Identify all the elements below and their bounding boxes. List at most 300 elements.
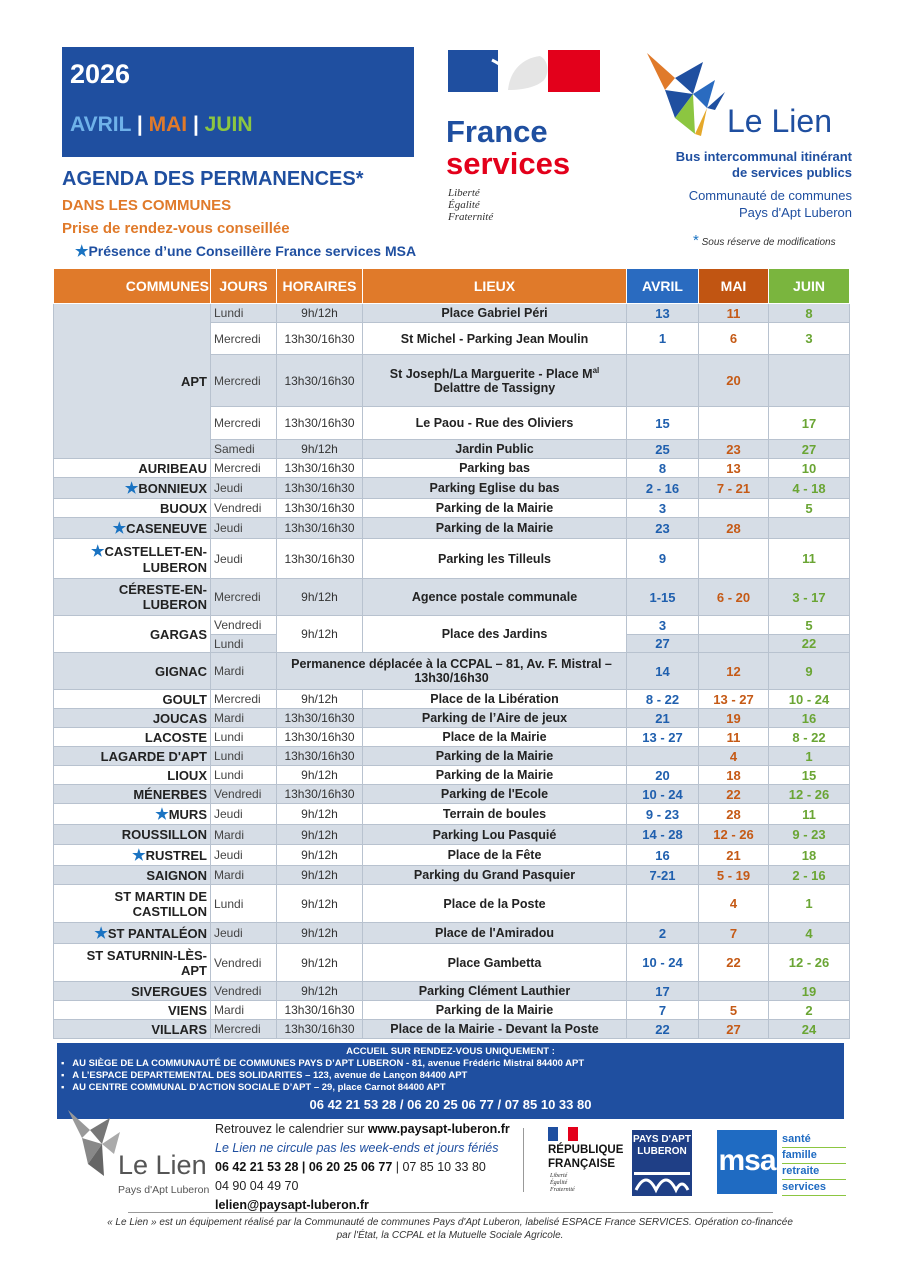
lieu: Place Gambetta: [363, 944, 627, 982]
info-item-text: A L’ESPACE DEPARTEMENTAL DES SOLIDARITES – 123, avenue de Lançon 84400 APT: [72, 1070, 468, 1081]
mai-date: 6: [699, 323, 769, 355]
le-lien-name: Le Lien: [727, 103, 832, 139]
avril-date: [627, 885, 699, 923]
lieu-line1: Permanence déplacée à la CCPAL – 81, Av. F. Mistral –: [291, 657, 612, 671]
commune-name: BONNIEUX: [138, 481, 207, 496]
rf-motto: [550, 1173, 575, 1194]
info-phones: 06 42 21 53 28 / 06 20 25 06 77 / 07 85 10 33 80: [309, 1097, 592, 1112]
mai-date: 12: [699, 653, 769, 690]
lieu: Parking de la Mairie: [363, 766, 627, 785]
mai-date: 7: [699, 923, 769, 944]
msa-item: santé: [782, 1132, 846, 1148]
msa-item: services: [782, 1180, 846, 1196]
le-lien-pays: Pays d'Apt Luberon: [738, 205, 852, 220]
lieu-line1: St Joseph/La Marguerite - Place M: [389, 367, 593, 382]
table-row: [54, 804, 850, 825]
pal-line2: LUBERON: [637, 1146, 687, 1157]
table-row: [54, 579, 850, 616]
reserve-note: [693, 232, 836, 249]
mai-date: 18: [699, 766, 769, 785]
pal-title: [632, 1134, 692, 1158]
jour: Jeudi: [211, 478, 277, 499]
jour: Mercredi: [211, 407, 277, 440]
table-row: [54, 982, 850, 1001]
le-lien-logo: [645, 48, 855, 248]
header-box: [62, 47, 414, 157]
lieu: Place de la Fête: [363, 845, 627, 866]
jour: Lundi: [211, 885, 277, 923]
commune-name: ST SATURNIN-LÈS-: [86, 947, 207, 963]
avril-date: 23: [627, 518, 699, 539]
marianne-flag-icon: [448, 50, 600, 92]
table-row: [54, 866, 850, 885]
table-body: [54, 304, 850, 1039]
mai-date: 27: [699, 1020, 769, 1039]
marianne-flag-icon: [548, 1127, 578, 1141]
jour: Lundi: [211, 747, 277, 766]
avril-date: 3: [627, 499, 699, 518]
commune-name: ST MARTIN DE: [114, 888, 207, 904]
horaire: 13h30/16h30: [277, 459, 363, 478]
commune-name-2: LUBERON: [142, 560, 207, 575]
col-juin: JUIN: [769, 269, 850, 304]
avril-date: 8 - 22: [627, 690, 699, 709]
juin-date: 8 - 22: [769, 728, 850, 747]
mai-date: 13: [699, 459, 769, 478]
msa-text: msa: [718, 1144, 776, 1177]
month-juin: JUIN: [204, 113, 253, 136]
jour: Jeudi: [211, 804, 277, 825]
juin-date: 12 - 26: [769, 785, 850, 804]
footer-le-lien-logo: [66, 1108, 216, 1198]
horaire: 9h/12h: [277, 616, 363, 653]
months: [70, 113, 253, 137]
juin-date: 2: [769, 1001, 850, 1020]
avril-date: 13: [627, 304, 699, 323]
avril-date: 10 - 24: [627, 944, 699, 982]
footer-phone2: 04 90 04 49 70: [215, 1179, 299, 1193]
juin-date: 3 - 17: [769, 579, 850, 616]
commune: [54, 518, 211, 539]
avril-date: 21: [627, 709, 699, 728]
commune: [54, 944, 211, 982]
lieu: St Michel - Parking Jean Moulin: [363, 323, 627, 355]
commune: BUOUX: [54, 499, 211, 518]
commune: [54, 539, 211, 579]
lieu: Parking de l’Aire de jeux: [363, 709, 627, 728]
rf-motto-3: Fraternité: [550, 1187, 575, 1193]
jour: Vendredi: [211, 944, 277, 982]
juin-date: 5: [769, 499, 850, 518]
subtitle-rdv: Prise de rendez-vous conseillée: [62, 220, 290, 237]
table-row: [54, 653, 850, 690]
commune: LAGARDE D'APT: [54, 747, 211, 766]
juin-date: 1: [769, 747, 850, 766]
table-row: [54, 885, 850, 923]
france-services-logo: [446, 50, 606, 235]
lieu: [277, 653, 627, 690]
commune-name: MURS: [168, 807, 207, 822]
commune: MÉNERBES: [54, 785, 211, 804]
commune: JOUCAS: [54, 709, 211, 728]
commune: SAIGNON: [54, 866, 211, 885]
lieu: Parking de la Mairie: [363, 499, 627, 518]
commune: AURIBEAU: [54, 459, 211, 478]
lieu: Parking les Tilleuls: [363, 539, 627, 579]
jour: Mardi: [211, 653, 277, 690]
commune: [54, 579, 211, 616]
info-item-text: AU SIÈGE DE LA COMMUNAUTÉ DE COMMUNES PAYS D’APT LUBERON - 81, avenue Frédéric Mistral 84400 APT: [72, 1058, 585, 1069]
jour: Mercredi: [211, 1020, 277, 1039]
table-row: [54, 728, 850, 747]
avril-date: 15: [627, 407, 699, 440]
msa-list: [782, 1132, 846, 1196]
mai-date: 4: [699, 885, 769, 923]
table-row: [54, 845, 850, 866]
table-row: [54, 766, 850, 785]
juin-date: 11: [769, 804, 850, 825]
republique-francaise-logo: [548, 1127, 628, 1197]
mai-date: 21: [699, 845, 769, 866]
rf-motto-2: Égalité: [550, 1180, 568, 1186]
divider: [128, 1212, 773, 1213]
horaire: 9h/12h: [277, 885, 363, 923]
avril-date: 13 - 27: [627, 728, 699, 747]
mai-date: [699, 407, 769, 440]
email-link[interactable]: lelien@paysapt-luberon.fr: [215, 1198, 369, 1212]
star-icon: ★: [75, 243, 89, 260]
lieu: Agence postale communale: [363, 579, 627, 616]
subtitle-communes: DANS LES COMMUNES: [62, 197, 232, 214]
juin-date: 9: [769, 653, 850, 690]
rf-line1: RÉPUBLIQUE: [548, 1144, 624, 1156]
msa-item: retraite: [782, 1164, 846, 1180]
juin-date: 17: [769, 407, 850, 440]
col-lieux: LIEUX: [363, 269, 627, 304]
info-item: ▪ AU CENTRE COMMUNAL D’ACTION SOCIALE D’APT – 29, place Carnot 84400 APT: [61, 1082, 446, 1093]
commune: VILLARS: [54, 1020, 211, 1039]
mai-date: [699, 635, 769, 653]
star-icon: ★: [90, 543, 105, 560]
jour: Jeudi: [211, 845, 277, 866]
avril-date: 1-15: [627, 579, 699, 616]
motto-egalite: Égalité: [448, 199, 480, 211]
commune: LACOSTE: [54, 728, 211, 747]
commune: ROUSSILLON: [54, 825, 211, 845]
table-row: [54, 690, 850, 709]
juin-date: 12 - 26: [769, 944, 850, 982]
horaire: 13h30/16h30: [277, 478, 363, 499]
jour: Lundi: [211, 728, 277, 747]
pal-line1: PAYS D'APT: [633, 1134, 691, 1145]
mai-date: 11: [699, 304, 769, 323]
website-link[interactable]: www.paysapt-luberon.fr: [367, 1122, 510, 1136]
month-avril: AVRIL: [70, 113, 132, 136]
table-row: [54, 616, 850, 635]
juin-date: 2 - 16: [769, 866, 850, 885]
table-row: [54, 825, 850, 845]
star-icon: ★: [155, 806, 169, 823]
lieu: Parking du Grand Pasquier: [363, 866, 627, 885]
msa-logo: [717, 1130, 777, 1194]
jour: Vendredi: [211, 499, 277, 518]
lieu: Parking de la Mairie: [363, 747, 627, 766]
jour: Mercredi: [211, 459, 277, 478]
jour: Lundi: [211, 304, 277, 323]
commune: GIGNAC: [54, 653, 211, 690]
horaire: 13h30/16h30: [277, 747, 363, 766]
cal-prefix: Retrouvez le calendrier sur: [215, 1122, 368, 1136]
avril-date: 9 - 23: [627, 804, 699, 825]
juin-date: 8: [769, 304, 850, 323]
commune-name: CASENEUVE: [126, 521, 207, 536]
table-row: [54, 1001, 850, 1020]
commune-name: CASTELLET-EN-: [104, 544, 207, 559]
footer-lien-name: Le Lien: [118, 1150, 207, 1180]
rf-motto-1: Liberté: [550, 1173, 568, 1179]
table-header-row: [54, 269, 850, 304]
table-row: [54, 1020, 850, 1039]
commune: [54, 478, 211, 499]
avril-date: 16: [627, 845, 699, 866]
info-head: ACCUEIL SUR RENDEZ-VOUS UNIQUEMENT :: [346, 1046, 555, 1057]
lieu: Parking Eglise du bas: [363, 478, 627, 499]
commune: [54, 885, 211, 923]
footer-lien-sub: Pays d'Apt Luberon: [118, 1184, 210, 1196]
mai-date: 11: [699, 728, 769, 747]
commune: SIVERGUES: [54, 982, 211, 1001]
juin-date: [769, 355, 850, 407]
horaire: 9h/12h: [277, 579, 363, 616]
avril-date: 20: [627, 766, 699, 785]
lieu: Place de la Mairie - Devant la Poste: [363, 1020, 627, 1039]
avril-date: [627, 355, 699, 407]
jour: Vendredi: [211, 616, 277, 635]
juin-date: 10 - 24: [769, 690, 850, 709]
juin-date: 10: [769, 459, 850, 478]
juin-date: 24: [769, 1020, 850, 1039]
horaire: 9h/12h: [277, 825, 363, 845]
rf-line2: FRANÇAISE: [548, 1158, 616, 1170]
lieu: [363, 355, 627, 407]
disclaimer-line2: par l'État, la CCPAL et la Mutuelle Sociale Agricole.: [336, 1230, 564, 1241]
jour: Samedi: [211, 440, 277, 459]
lieu: Jardin Public: [363, 440, 627, 459]
horaire: 13h30/16h30: [277, 518, 363, 539]
horaire: 9h/12h: [277, 866, 363, 885]
avril-date: 17: [627, 982, 699, 1001]
avril-date: 10 - 24: [627, 785, 699, 804]
col-horaires: HORAIRES: [277, 269, 363, 304]
commune-name: RUSTREL: [145, 848, 207, 863]
commune-name: CÉRESTE-EN-: [118, 582, 207, 597]
juin-date: 3: [769, 323, 850, 355]
horaire: 9h/12h: [277, 690, 363, 709]
mai-date: 5 - 19: [699, 866, 769, 885]
mai-date: 13 - 27: [699, 690, 769, 709]
star-icon: ★: [124, 480, 139, 497]
mai-date: 5: [699, 1001, 769, 1020]
lieu: Le Paou - Rue des Oliviers: [363, 407, 627, 440]
divider: [523, 1128, 524, 1192]
jour: Jeudi: [211, 923, 277, 944]
lieu: Place de l'Amiradou: [363, 923, 627, 944]
lieu: Place de la Mairie: [363, 728, 627, 747]
star-icon: ★: [94, 925, 108, 942]
page-title: AGENDA DES PERMANENCES*: [62, 168, 364, 190]
footer-phones: [215, 1158, 510, 1177]
jour: Lundi: [211, 635, 277, 653]
commune: GARGAS: [54, 616, 211, 653]
table-row: [54, 747, 850, 766]
horaire: 13h30/16h30: [277, 407, 363, 440]
jour: Vendredi: [211, 785, 277, 804]
horaire: 9h/12h: [277, 845, 363, 866]
lieu: Place des Jardins: [363, 616, 627, 653]
info-item: ▪ A L’ESPACE DEPARTEMENTAL DES SOLIDARITES – 123, avenue de Lançon 84400 APT: [61, 1070, 468, 1081]
mai-date: 28: [699, 518, 769, 539]
bridge-icon: [632, 1164, 692, 1194]
horaire: 9h/12h: [277, 944, 363, 982]
commune: [54, 845, 211, 866]
juin-date: 18: [769, 845, 850, 866]
juin-date: 11: [769, 539, 850, 579]
table-row: [54, 709, 850, 728]
juin-date: 4 - 18: [769, 478, 850, 499]
jour: Mercredi: [211, 323, 277, 355]
lieu: Parking de l'Ecole: [363, 785, 627, 804]
horaire: 9h/12h: [277, 440, 363, 459]
commune: [54, 804, 211, 825]
avril-date: 8: [627, 459, 699, 478]
avril-date: 22: [627, 1020, 699, 1039]
msa-item: famille: [782, 1148, 846, 1164]
col-mai: MAI: [699, 269, 769, 304]
le-lien-sub2: [645, 187, 852, 221]
lieu: Parking Lou Pasquié: [363, 825, 627, 845]
horaire: 13h30/16h30: [277, 709, 363, 728]
year: 2026: [70, 59, 131, 89]
horaire: 13h30/16h30: [277, 539, 363, 579]
mai-date: [699, 982, 769, 1001]
lieu-line2: Delattre de Tassigny: [433, 381, 556, 396]
avril-date: 7: [627, 1001, 699, 1020]
juin-date: 27: [769, 440, 850, 459]
horaire: 13h30/16h30: [277, 1001, 363, 1020]
jour: Mercredi: [211, 579, 277, 616]
juin-date: 5: [769, 616, 850, 635]
msa-note: [75, 242, 416, 260]
lieu: Parking Clément Lauthier: [363, 982, 627, 1001]
le-lien-bird-icon: [66, 1108, 126, 1178]
avril-date: 2: [627, 923, 699, 944]
juin-date: 16: [769, 709, 850, 728]
mai-date: 20: [699, 355, 769, 407]
jour: Jeudi: [211, 518, 277, 539]
sep: |: [131, 113, 149, 136]
mai-date: 12 - 26: [699, 825, 769, 845]
juin-date: 15: [769, 766, 850, 785]
mai-date: 4: [699, 747, 769, 766]
table-row: [54, 499, 850, 518]
juin-date: 4: [769, 923, 850, 944]
horaire: 9h/12h: [277, 766, 363, 785]
juin-date: [769, 518, 850, 539]
commune: GOULT: [54, 690, 211, 709]
table-row: [54, 539, 850, 579]
mai-date: [699, 616, 769, 635]
lieu: Place de la Libération: [363, 690, 627, 709]
horaire: 9h/12h: [277, 304, 363, 323]
juin-date: 19: [769, 982, 850, 1001]
footer-contact: [215, 1120, 510, 1215]
rf-title: [548, 1143, 623, 1171]
horaire: 9h/12h: [277, 923, 363, 944]
mai-date: 22: [699, 785, 769, 804]
star-icon: *: [693, 232, 699, 249]
avril-date: 9: [627, 539, 699, 579]
col-communes: COMMUNES: [54, 269, 211, 304]
avril-date: 14 - 28: [627, 825, 699, 845]
phones-rest: | 07 85 10 33 80: [392, 1160, 486, 1174]
pays-apt-luberon-logo: [632, 1130, 692, 1196]
lieu-sup: al: [592, 365, 600, 375]
horaire: 13h30/16h30: [277, 1020, 363, 1039]
table-row: [54, 923, 850, 944]
table-row: [54, 459, 850, 478]
msa-note-text: Présence d’une Conseillère France services MSA: [88, 243, 417, 259]
avril-date: 27: [627, 635, 699, 653]
avril-date: 1: [627, 323, 699, 355]
lieu: Parking bas: [363, 459, 627, 478]
le-lien-sub1: [645, 149, 852, 181]
commune: VIENS: [54, 1001, 211, 1020]
jour: Mardi: [211, 825, 277, 845]
commune: [54, 923, 211, 944]
col-avril: AVRIL: [627, 269, 699, 304]
star-icon: ★: [112, 520, 127, 537]
table-row: [54, 518, 850, 539]
table-row: [54, 785, 850, 804]
lieu: Terrain de boules: [363, 804, 627, 825]
reserve-text: Sous réserve de modifications: [701, 237, 836, 248]
le-lien-services: de services publics: [732, 165, 852, 180]
jour: Lundi: [211, 766, 277, 785]
jour: Mardi: [211, 709, 277, 728]
jour: Mardi: [211, 1001, 277, 1020]
disclaimer: [80, 1216, 820, 1242]
mai-date: 23: [699, 440, 769, 459]
commune-name-2: CASTILLON: [132, 903, 207, 919]
commune: LIOUX: [54, 766, 211, 785]
disclaimer-line1: « Le Lien » est un équipement réalisé par la Communauté de communes Pays d'Apt Luberon, labelisé ESPACE France SERVICES. Opération co-financée: [107, 1217, 793, 1228]
horaire: 9h/12h: [277, 804, 363, 825]
le-lien-bus: Bus intercommunal itinérant: [675, 149, 852, 164]
commune-name-2: APT: [181, 962, 207, 978]
avril-date: 3: [627, 616, 699, 635]
mai-date: 28: [699, 804, 769, 825]
mai-date: 19: [699, 709, 769, 728]
jour: Mercredi: [211, 355, 277, 407]
juin-date: 1: [769, 885, 850, 923]
avril-date: [627, 747, 699, 766]
sep: |: [187, 113, 205, 136]
info-item: ▪ AU SIÈGE DE LA COMMUNAUTÉ DE COMMUNES PAYS D’APT LUBERON - 81, avenue Frédéric Mistral 84400 APT: [61, 1058, 585, 1069]
lieu-line2: 13h30/16h30: [414, 671, 489, 685]
table-row: [54, 944, 850, 982]
commune-name: ST PANTALÉON: [107, 926, 207, 941]
month-mai: MAI: [148, 113, 188, 136]
